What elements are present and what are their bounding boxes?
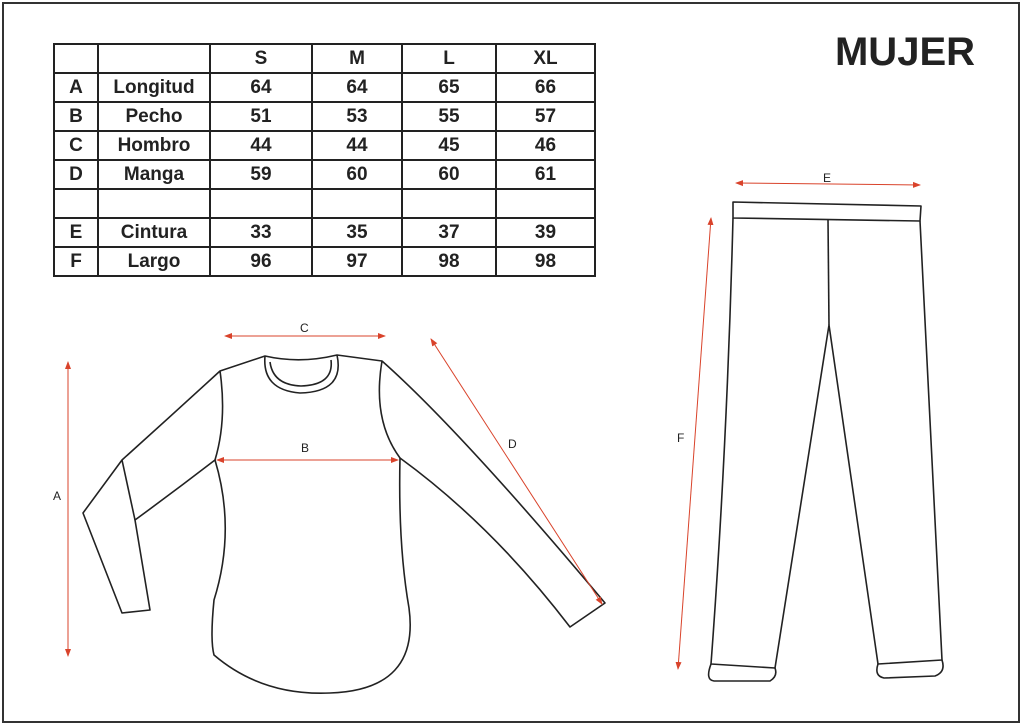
value-cell: 64	[210, 73, 312, 102]
header-cell-xl: XL	[496, 44, 595, 73]
dimension-d-arrow	[431, 339, 602, 604]
header-cell-m: M	[312, 44, 402, 73]
value-cell: 35	[312, 218, 402, 247]
row-label: Manga	[98, 160, 210, 189]
shirt-outline	[83, 355, 605, 693]
row-label: Largo	[98, 247, 210, 276]
value-cell: 53	[312, 102, 402, 131]
value-cell: 39	[496, 218, 595, 247]
header-cell-l: L	[402, 44, 496, 73]
value-cell: 96	[210, 247, 312, 276]
value-cell: 66	[496, 73, 595, 102]
dimension-b-label: B	[301, 441, 310, 455]
dimension-arrows	[68, 183, 920, 669]
row-code: A	[54, 73, 98, 102]
dimension-c-label: C	[300, 321, 309, 335]
value-cell: 57	[496, 102, 595, 131]
shirt-collar-inner	[270, 360, 331, 386]
value-cell: 51	[210, 102, 312, 131]
value-cell: 37	[402, 218, 496, 247]
dimension-a-label: A	[53, 489, 62, 503]
value-cell: 98	[496, 247, 595, 276]
value-cell: 61	[496, 160, 595, 189]
shirt-left-cuff	[122, 460, 135, 520]
row-label: Longitud	[98, 73, 210, 102]
value-cell: 33	[210, 218, 312, 247]
value-cell: 55	[402, 102, 496, 131]
row-code: B	[54, 102, 98, 131]
dimension-e-label: E	[823, 171, 832, 185]
pants-waistband	[733, 202, 921, 221]
row-code: E	[54, 218, 98, 247]
dimension-d-label: D	[508, 437, 517, 451]
shirt-collar	[265, 355, 338, 393]
value-cell: 65	[402, 73, 496, 102]
row-label: Cintura	[98, 218, 210, 247]
value-cell: 98	[402, 247, 496, 276]
page-title: MUJER	[834, 30, 976, 74]
value-cell: 44	[210, 131, 312, 160]
row-code: F	[54, 247, 98, 276]
shirt-diagram	[83, 355, 605, 693]
value-cell: 64	[312, 73, 402, 102]
value-cell: 46	[496, 131, 595, 160]
header-cell-s: S	[210, 44, 312, 73]
value-cell: 97	[312, 247, 402, 276]
pants-diagram	[709, 202, 943, 681]
value-cell: 44	[312, 131, 402, 160]
row-label: Pecho	[98, 102, 210, 131]
row-label: Hombro	[98, 131, 210, 160]
value-cell: 60	[312, 160, 402, 189]
value-cell: 60	[402, 160, 496, 189]
row-code: D	[54, 160, 98, 189]
dimension-f-label: F	[677, 431, 685, 445]
pants-center-seam	[828, 219, 829, 325]
value-cell: 45	[402, 131, 496, 160]
row-code: C	[54, 131, 98, 160]
pants-outline	[711, 218, 942, 668]
shirt-left-armhole	[215, 371, 223, 460]
value-cell: 59	[210, 160, 312, 189]
